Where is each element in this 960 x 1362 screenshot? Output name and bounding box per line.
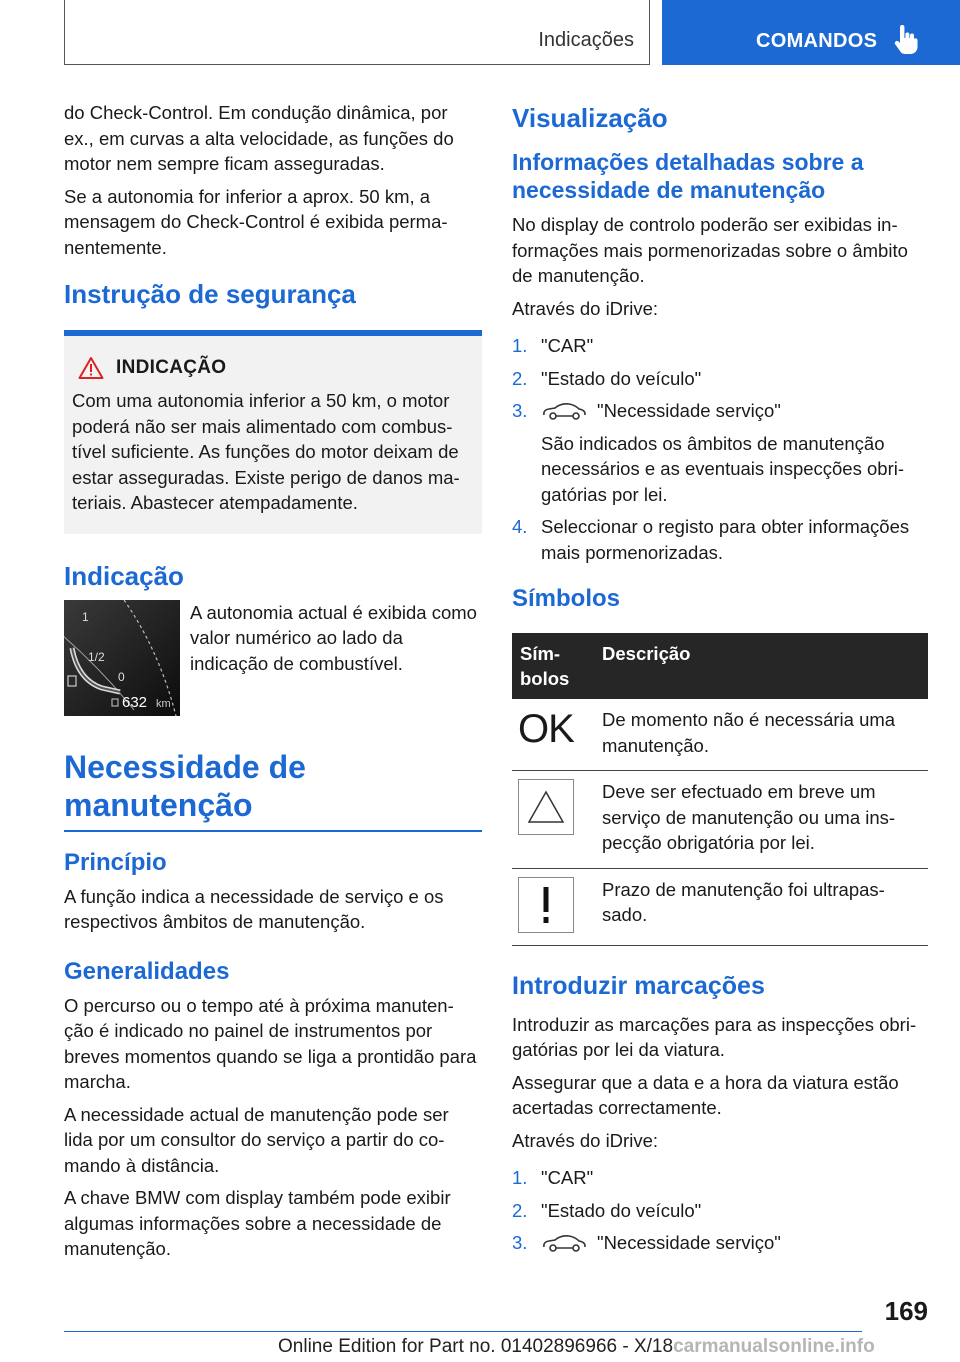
principio-text: A função indica a necessidade de serviço e os respectivos âmbitos de manutenção. — [64, 885, 444, 932]
header-section-label: Indicações — [538, 29, 634, 51]
ok-symbol-cell — [512, 699, 594, 771]
list-item: 2. "Estado do veículo" — [512, 1199, 702, 1221]
gauge-one-label: 1 — [82, 609, 89, 624]
car-service-icon — [541, 1233, 587, 1253]
car-service-icon — [541, 401, 587, 421]
warning-header — [72, 356, 474, 380]
steps-list-2 — [512, 1165, 928, 1256]
table-header-symbols: Sím‐bolos — [512, 633, 594, 699]
table-row — [512, 868, 928, 945]
info-heading: Informações detalhadas sobre a necessidade de manutenção — [512, 149, 864, 203]
header-chapter-label: COMANDOS — [756, 30, 878, 52]
indicacao-heading: Indicação — [64, 560, 184, 591]
edition-text: Online Edition for Part no. 01402896966 - X/18 — [278, 1336, 674, 1357]
principio-heading: Princípio — [64, 848, 167, 876]
warning-triangle-icon — [78, 356, 104, 380]
list-item: 3. "Necessidade serviço" — [512, 1232, 781, 1254]
fuel-gauge-image — [64, 600, 180, 716]
via-idrive-label: Através do iDrive: — [512, 297, 658, 319]
footer-edition — [278, 1336, 875, 1358]
table-row — [512, 771, 928, 869]
via-idrive-label-2: Através do iDrive: — [512, 1129, 658, 1151]
generalidades-paragraph-1: O percurso ou o tempo até à próxima manuten‐ção é indicado no painel de instrumentos por breves momentos quando se liga a prontidão para marcha. — [64, 994, 477, 1092]
symbols-table — [512, 633, 928, 946]
step-3-description: São indicados os âmbitos de manutenção necessários e as eventuais inspecções obri‐gatórias por lei. — [541, 432, 904, 505]
table-row — [512, 699, 928, 771]
gauge-zero-label: 0 — [118, 669, 125, 684]
steps-list — [512, 333, 928, 565]
warning-text: Com uma autonomia inferior a 50 km, o motor poderá não ser mais alimentado com combus‐tível suficiente. As funções do motor deixam de estar asseguradas. Existe perigo de danos ma‐teriais. Abastecer atempadamente. — [72, 390, 460, 513]
visualizacao-heading: Visualização — [512, 103, 668, 133]
chapter-heading: Necessidade de manutenção — [64, 748, 306, 823]
right-column — [512, 100, 928, 1263]
hand-pointer-icon — [894, 25, 918, 55]
warning-box — [64, 330, 482, 534]
list-item: 1. "CAR" — [512, 1167, 594, 1189]
triangle-icon — [518, 779, 574, 835]
exclamation-icon — [518, 877, 574, 933]
table-header-description: Descrição — [594, 633, 928, 699]
page-number: 169 — [884, 1296, 928, 1326]
list-item: 1. "CAR" — [512, 335, 594, 356]
simbolos-heading: Símbolos — [512, 585, 621, 613]
info-text: No display de controlo poderão ser exibidas in‐formações mais pormenorizadas sobre o âmbito de manutenção. — [512, 214, 908, 286]
warning-title: INDICAÇÃO — [116, 357, 227, 378]
gauge-half-label: 1/2 — [88, 649, 105, 664]
footer-rule — [64, 1331, 862, 1332]
watermark: carmanualsonline.info — [673, 1336, 875, 1357]
gauge-range-unit: km — [156, 697, 171, 710]
header-chapter-tab — [662, 0, 960, 65]
indicacao-text: A autonomia actual é exibida como valor numérico ao lado da indicação de combustível. — [190, 601, 477, 674]
intro-paragraph-1: do Check-Control. Em condução dinâmica, por ex., em curvas a alta velocidade, as funções do motor nem sempre ficam asseguradas. — [64, 102, 454, 174]
introduzir-heading: Introduzir marcações — [512, 971, 765, 1000]
ok-symbol: OK — [518, 707, 574, 752]
generalidades-paragraph-3: A chave BMW com display também pode exibir algumas informações sobre a necessidade de manutenção. — [64, 1187, 451, 1259]
left-column — [64, 100, 482, 1269]
ok-description: De momento não é necessária uma manutenção. — [594, 699, 928, 771]
triangle-description: Deve ser efectuado em breve um serviço de manutenção ou uma ins‐pecção obrigatória por lei. — [594, 771, 928, 869]
intro-paragraph-2: Se a autonomia for inferior a aprox. 50 km, a mensagem do Check-Control é exibida perma‐nentemente. — [64, 185, 448, 258]
exclamation-description: Prazo de manutenção foi ultrapas‐sado. — [594, 868, 928, 945]
list-item: 3. "Necessidade serviço" São indicados os âmbitos de manutenção necessários e as eventuais inspecções obri‐gatórias por lei. — [512, 398, 928, 507]
list-item: 2. "Estado do veículo" — [512, 367, 702, 389]
introduzir-paragraph-2: Assegurar que a data e a hora da viatura estão acertadas correctamente. — [512, 1071, 899, 1119]
header-section-tab — [64, 0, 650, 65]
indicacao-block — [64, 600, 482, 724]
safety-heading: Instrução de segurança — [64, 279, 356, 309]
introduzir-paragraph-1: Introduzir as marcações para as inspecções obri‐gatórias por lei da viatura. — [512, 1013, 917, 1061]
chapter-rule — [64, 830, 482, 832]
generalidades-heading: Generalidades — [64, 957, 230, 985]
generalidades-paragraph-2: A necessidade actual de manutenção pode ser lida por um consultor do serviço a partir do co‐mando à distância. — [64, 1103, 449, 1176]
gauge-range-value: 632 — [122, 693, 148, 711]
list-item: 4. Seleccionar o registo para obter informações mais pormenorizadas. — [512, 516, 910, 563]
